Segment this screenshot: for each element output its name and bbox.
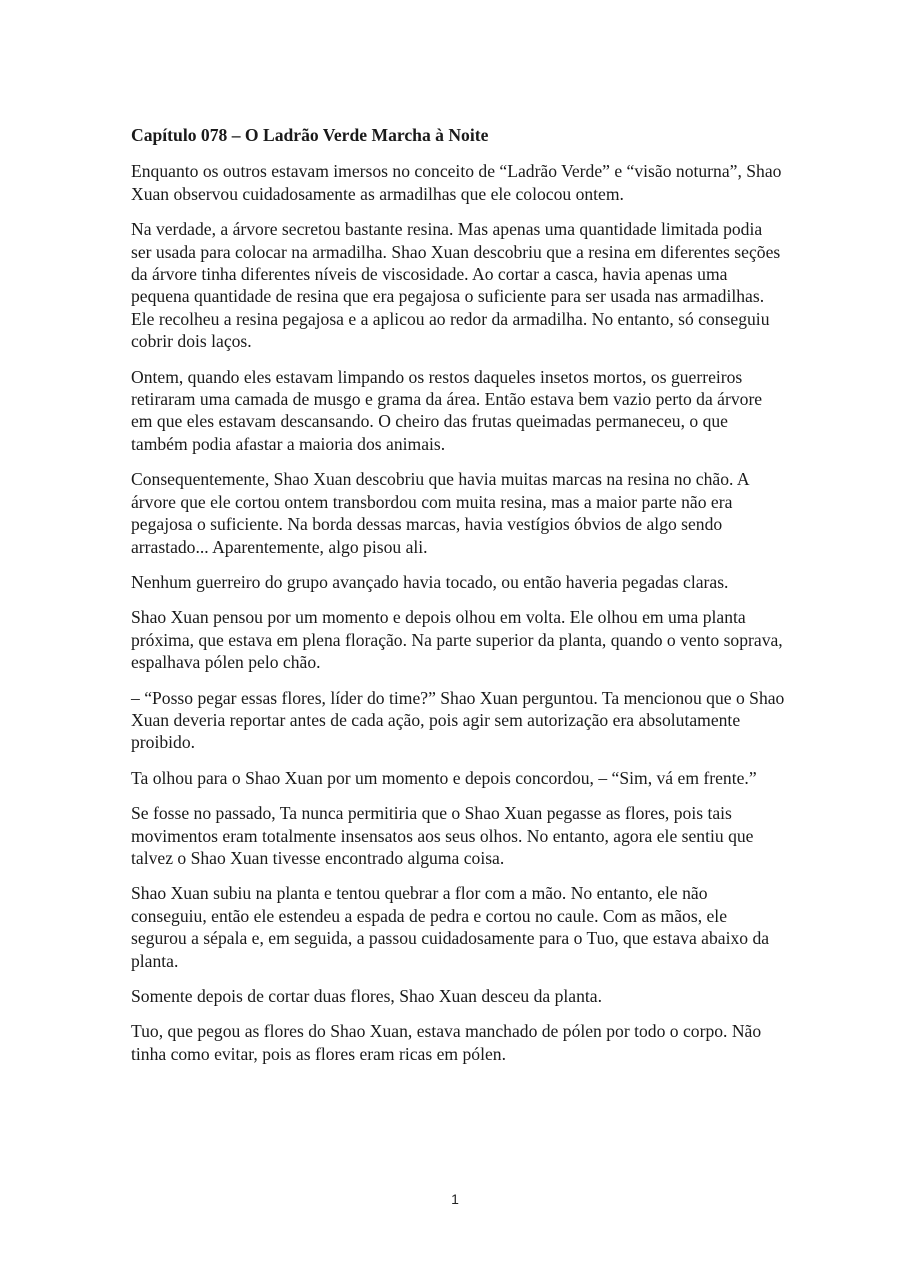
paragraph: – “Posso pegar essas flores, líder do time?” Shao Xuan perguntou. Ta mencionou que o Shao Xuan deveria reportar antes de cada ação, pois agir sem autorização era absolutamente proibido. [131,687,785,753]
chapter-title: Capítulo 078 – O Ladrão Verde Marcha à Noite [131,125,489,145]
paragraph: Consequentemente, Shao Xuan descobriu que havia muitas marcas na resina no chão. A árvore que ele cortou ontem transbordou com muita resina, mas a maior parte não era pegajosa o suficiente. Na borda dessas marcas, havia vestígios óbvios de algo sendo arrastado... Aparentemente, algo pisou ali. [131,469,749,557]
paragraph: Na verdade, a árvore secretou bastante resina. Mas apenas uma quantidade limitada podia ser usada para colocar na armadilha. Shao Xuan descobriu que a resina em diferentes seções da árvore tinha diferentes níveis de viscosidade. Ao cortar a casca, havia apenas uma pequena quantidade de resina que era pegajosa o suficiente para ser usada nas armadilhas. Ele recolheu a resina pegajosa e a aplicou ao redor da armadilha. No entanto, só conseguiu cobrir dois laços. [131,219,781,352]
page-number: 1 [451,1191,459,1207]
paragraph: Enquanto os outros estavam imersos no conceito de “Ladrão Verde” e “visão noturna”, Shao Xuan observou cuidadosamente as armadilhas que ele colocou ontem. [131,161,782,204]
paragraph: Ta olhou para o Shao Xuan por um momento e depois concordou, – “Sim, vá em frente.” [131,767,757,788]
document-body [131,124,786,1078]
paragraph: Se fosse no passado, Ta nunca permitiria que o Shao Xuan pegasse as flores, pois tais movimentos eram totalmente insensatos aos seus olhos. No entanto, agora ele sentiu que talvez o Shao Xuan tivesse encontrado alguma coisa. [131,803,754,868]
paragraph: Shao Xuan pensou por um momento e depois olhou em volta. Ele olhou em uma planta próxima, que estava em plena floração. Na parte superior da planta, quando o vento soprava, espalhava pólen pelo chão. [131,607,783,673]
paragraph: Nenhum guerreiro do grupo avançado havia tocado, ou então haveria pegadas claras. [131,571,729,592]
paragraph: Ontem, quando eles estavam limpando os restos daqueles insetos mortos, os guerreiros retiraram uma camada de musgo e grama da área. Então estava bem vazio perto da árvore em que eles estavam descansando. O cheiro das frutas queimadas permaneceu, o que também podia afastar a maioria dos animais. [131,366,763,454]
paragraph: Shao Xuan subiu na planta e tentou quebrar a flor com a mão. No entanto, ele não conseguiu, então ele estendeu a espada de pedra e cortou no caule. Com as mãos, ele segurou a sépala e, em seguida, a passou cuidadosamente para o Tuo, que estava abaixo da planta. [131,883,770,971]
paragraph: Tuo, que pegou as flores do Shao Xuan, estava manchado de pólen por todo o corpo. Não tinha como evitar, pois as flores eram ricas em pólen. [131,1021,762,1064]
paragraph: Somente depois de cortar duas flores, Shao Xuan desceu da planta. [131,986,602,1006]
